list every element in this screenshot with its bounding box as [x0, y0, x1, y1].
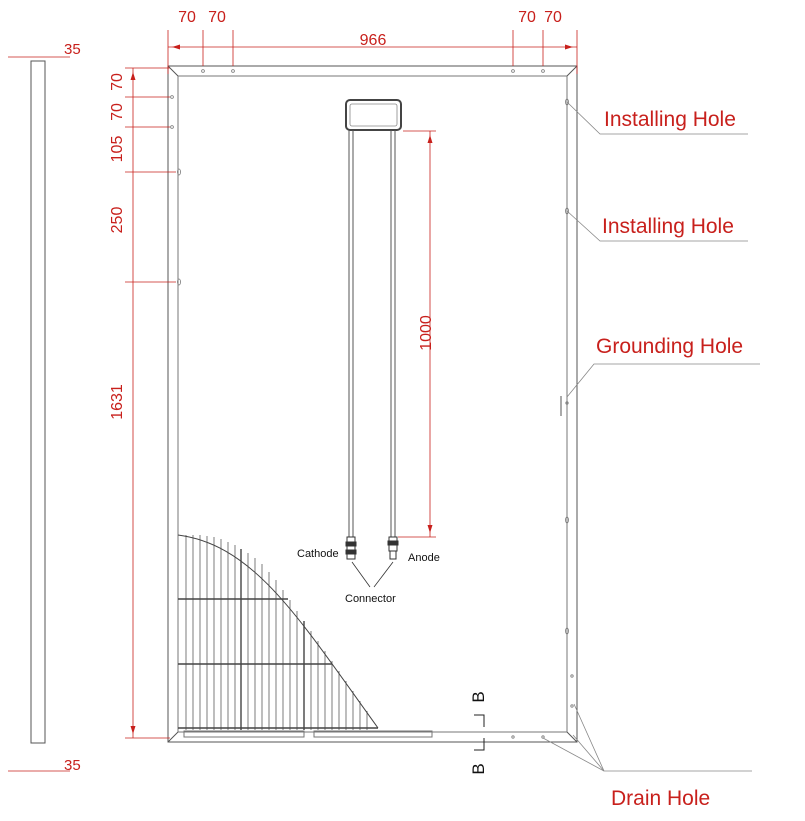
callout-leaders [543, 102, 760, 771]
installing-hole-label-1: Installing Hole [604, 108, 736, 131]
junction-box [346, 100, 401, 130]
cable-length-dimension: 1000 [418, 315, 435, 351]
side-profile-dim-lines [8, 57, 70, 771]
section-mark-top: B [469, 691, 488, 703]
panel-frame [168, 66, 577, 742]
depth-dimension-top: 35 [64, 41, 81, 58]
hole-offset-top-2: 70 [208, 9, 226, 26]
installing-hole-label-2: Installing Hole [602, 215, 734, 238]
hole-offset-top-1: 70 [178, 9, 196, 26]
width-dimension: 966 [359, 32, 387, 49]
cell-grid [178, 535, 378, 730]
grounding-hole-label: Grounding Hole [596, 335, 744, 358]
left-offset-2: 70 [109, 103, 126, 121]
connector-leaders [352, 562, 393, 587]
drain-hole-label: Drain Hole [611, 787, 711, 810]
depth-dimension-bottom: 35 [64, 757, 81, 774]
connector-label: Connector [345, 593, 396, 605]
left-offset-1: 70 [109, 73, 126, 91]
hole-offset-top-4: 70 [544, 9, 562, 26]
cables [349, 130, 395, 537]
side-profile [31, 61, 45, 743]
section-mark-bottom: B [469, 763, 488, 775]
anode-label: Anode [408, 552, 440, 564]
cathode-label: Cathode [297, 548, 339, 560]
hole-offset-top-3: 70 [518, 9, 536, 26]
dimension-arrows [131, 45, 574, 735]
left-offset-3: 105 [109, 135, 126, 163]
connector-anode [388, 537, 398, 559]
connector-cathode [346, 537, 356, 559]
frame-holes [171, 70, 574, 739]
height-dimension: 1631 [109, 384, 126, 420]
left-offset-4: 250 [109, 206, 126, 234]
